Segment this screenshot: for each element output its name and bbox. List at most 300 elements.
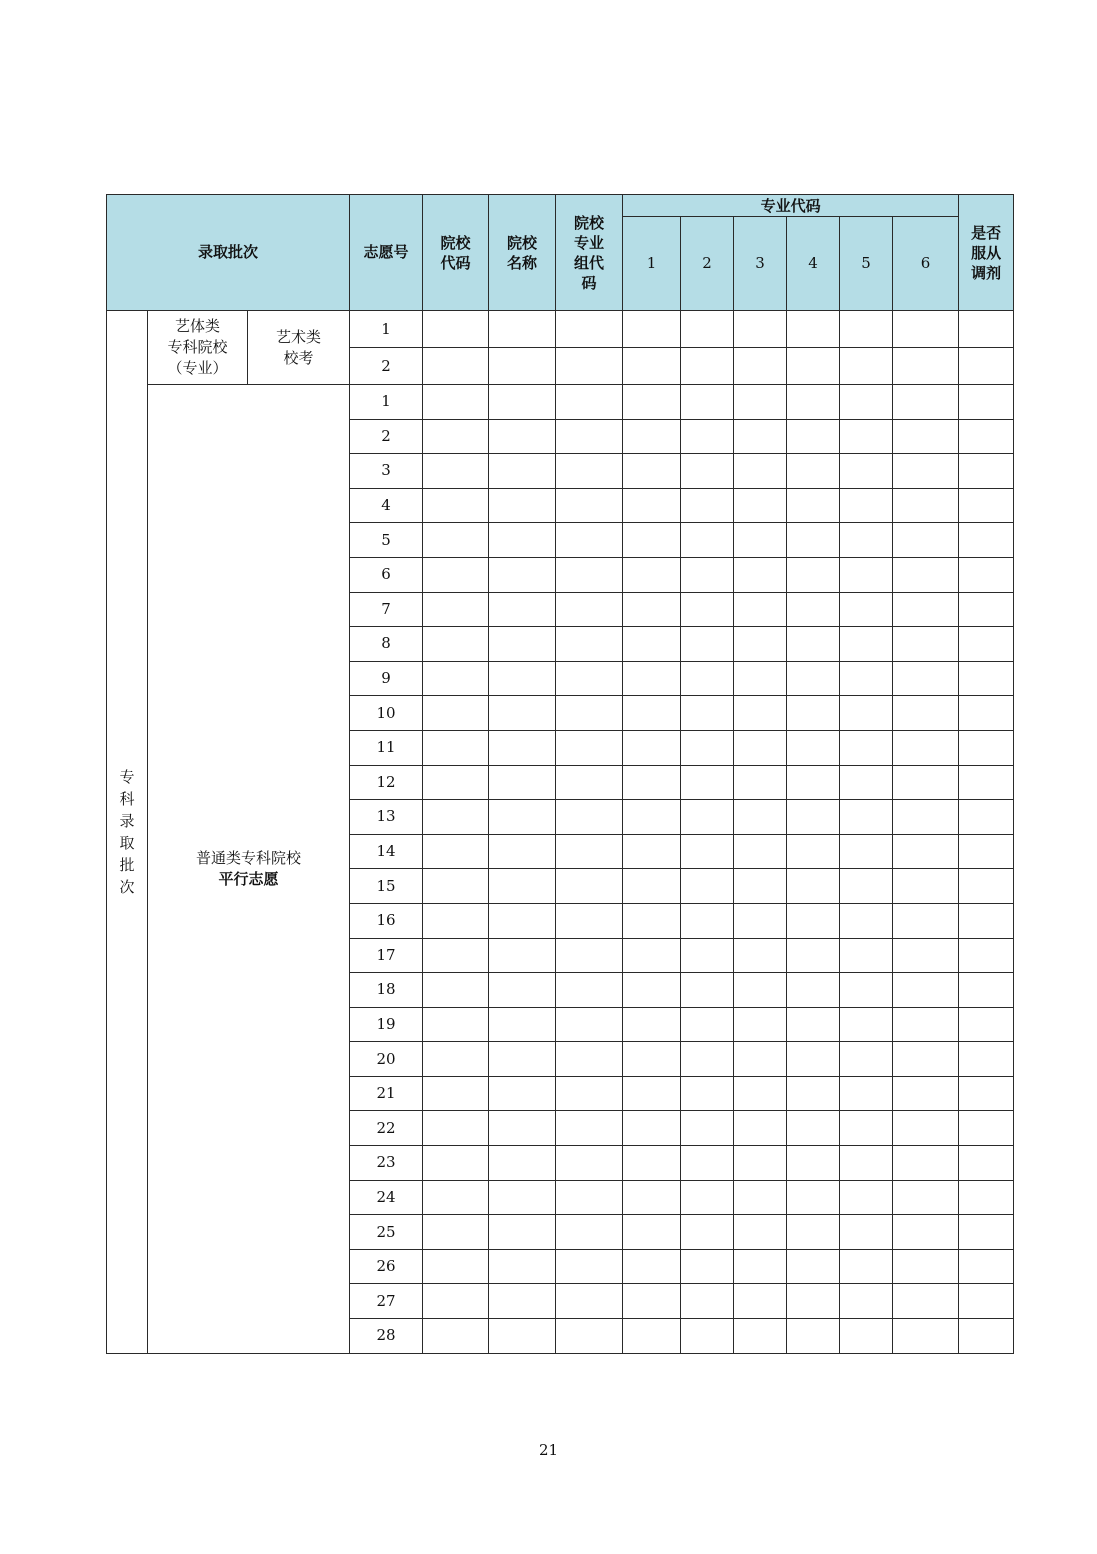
major-code-cell[interactable]	[681, 523, 734, 558]
major-code-cell[interactable]	[623, 1249, 681, 1284]
major-code-cell[interactable]	[681, 1007, 734, 1042]
major-code-cell[interactable]	[681, 800, 734, 835]
major-code-cell[interactable]	[734, 385, 787, 420]
major-code-cell[interactable]	[893, 627, 959, 662]
major-code-cell[interactable]	[681, 592, 734, 627]
major-code-cell[interactable]	[893, 1249, 959, 1284]
major-code-cell[interactable]	[681, 557, 734, 592]
adjust-cell[interactable]	[959, 557, 1014, 592]
school-name-cell[interactable]	[489, 1249, 556, 1284]
major-code-cell[interactable]	[623, 592, 681, 627]
school-code-cell[interactable]	[423, 661, 489, 696]
major-code-cell[interactable]	[681, 385, 734, 420]
major-group-cell[interactable]	[556, 1284, 623, 1319]
major-code-cell[interactable]	[787, 696, 840, 731]
major-code-cell[interactable]	[623, 627, 681, 662]
major-code-cell[interactable]	[787, 1249, 840, 1284]
school-name-cell[interactable]	[489, 592, 556, 627]
major-code-cell[interactable]	[840, 661, 893, 696]
major-code-cell[interactable]	[681, 1319, 734, 1354]
adjust-cell[interactable]	[959, 385, 1014, 420]
major-code-cell[interactable]	[623, 348, 681, 385]
major-group-cell[interactable]	[556, 661, 623, 696]
major-code-cell[interactable]	[787, 488, 840, 523]
major-group-cell[interactable]	[556, 385, 623, 420]
major-code-cell[interactable]	[893, 1076, 959, 1111]
adjust-cell[interactable]	[959, 869, 1014, 904]
adjust-cell[interactable]	[959, 800, 1014, 835]
adjust-cell[interactable]	[959, 488, 1014, 523]
major-code-cell[interactable]	[734, 1076, 787, 1111]
major-group-cell[interactable]	[556, 765, 623, 800]
school-code-cell[interactable]	[423, 1249, 489, 1284]
school-code-cell[interactable]	[423, 696, 489, 731]
major-code-cell[interactable]	[681, 765, 734, 800]
major-code-cell[interactable]	[734, 1111, 787, 1146]
major-group-cell[interactable]	[556, 869, 623, 904]
major-code-cell[interactable]	[787, 1180, 840, 1215]
school-name-cell[interactable]	[489, 1180, 556, 1215]
major-code-cell[interactable]	[623, 1215, 681, 1250]
major-code-cell[interactable]	[623, 973, 681, 1008]
major-code-cell[interactable]	[840, 1284, 893, 1319]
major-code-cell[interactable]	[893, 348, 959, 385]
major-code-cell[interactable]	[623, 419, 681, 454]
major-group-cell[interactable]	[556, 973, 623, 1008]
major-code-cell[interactable]	[681, 627, 734, 662]
major-code-cell[interactable]	[734, 627, 787, 662]
major-code-cell[interactable]	[681, 834, 734, 869]
major-code-cell[interactable]	[681, 903, 734, 938]
major-code-cell[interactable]	[840, 730, 893, 765]
major-code-cell[interactable]	[681, 1180, 734, 1215]
major-code-cell[interactable]	[840, 348, 893, 385]
major-code-cell[interactable]	[893, 834, 959, 869]
school-name-cell[interactable]	[489, 454, 556, 489]
adjust-cell[interactable]	[959, 730, 1014, 765]
major-code-cell[interactable]	[734, 1249, 787, 1284]
major-code-cell[interactable]	[840, 938, 893, 973]
school-name-cell[interactable]	[489, 696, 556, 731]
school-name-cell[interactable]	[489, 1146, 556, 1181]
school-code-cell[interactable]	[423, 311, 489, 348]
major-group-cell[interactable]	[556, 800, 623, 835]
adjust-cell[interactable]	[959, 696, 1014, 731]
major-code-cell[interactable]	[787, 1007, 840, 1042]
major-code-cell[interactable]	[734, 1042, 787, 1077]
adjust-cell[interactable]	[959, 1111, 1014, 1146]
major-code-cell[interactable]	[734, 661, 787, 696]
major-code-cell[interactable]	[623, 1180, 681, 1215]
major-code-cell[interactable]	[623, 903, 681, 938]
adjust-cell[interactable]	[959, 1180, 1014, 1215]
major-group-cell[interactable]	[556, 311, 623, 348]
major-code-cell[interactable]	[734, 454, 787, 489]
major-code-cell[interactable]	[840, 1076, 893, 1111]
major-code-cell[interactable]	[681, 1284, 734, 1319]
major-code-cell[interactable]	[893, 1007, 959, 1042]
major-group-cell[interactable]	[556, 1180, 623, 1215]
major-group-cell[interactable]	[556, 1007, 623, 1042]
major-code-cell[interactable]	[787, 869, 840, 904]
school-code-cell[interactable]	[423, 1146, 489, 1181]
adjust-cell[interactable]	[959, 1076, 1014, 1111]
school-code-cell[interactable]	[423, 385, 489, 420]
school-name-cell[interactable]	[489, 1284, 556, 1319]
major-code-cell[interactable]	[734, 523, 787, 558]
major-code-cell[interactable]	[840, 488, 893, 523]
major-code-cell[interactable]	[893, 1215, 959, 1250]
major-code-cell[interactable]	[734, 834, 787, 869]
school-name-cell[interactable]	[489, 1042, 556, 1077]
major-code-cell[interactable]	[787, 1076, 840, 1111]
major-group-cell[interactable]	[556, 557, 623, 592]
major-code-cell[interactable]	[893, 385, 959, 420]
school-name-cell[interactable]	[489, 557, 556, 592]
major-code-cell[interactable]	[787, 311, 840, 348]
major-code-cell[interactable]	[787, 1319, 840, 1354]
adjust-cell[interactable]	[959, 903, 1014, 938]
school-name-cell[interactable]	[489, 800, 556, 835]
major-code-cell[interactable]	[787, 385, 840, 420]
adjust-cell[interactable]	[959, 1319, 1014, 1354]
school-code-cell[interactable]	[423, 973, 489, 1008]
school-code-cell[interactable]	[423, 834, 489, 869]
major-code-cell[interactable]	[840, 385, 893, 420]
major-code-cell[interactable]	[681, 869, 734, 904]
school-name-cell[interactable]	[489, 627, 556, 662]
school-name-cell[interactable]	[489, 1076, 556, 1111]
school-code-cell[interactable]	[423, 1319, 489, 1354]
major-code-cell[interactable]	[623, 730, 681, 765]
school-code-cell[interactable]	[423, 938, 489, 973]
school-name-cell[interactable]	[489, 1111, 556, 1146]
major-code-cell[interactable]	[840, 834, 893, 869]
major-code-cell[interactable]	[734, 1215, 787, 1250]
major-code-cell[interactable]	[734, 1146, 787, 1181]
major-code-cell[interactable]	[734, 800, 787, 835]
major-code-cell[interactable]	[893, 488, 959, 523]
major-code-cell[interactable]	[681, 348, 734, 385]
major-code-cell[interactable]	[623, 523, 681, 558]
adjust-cell[interactable]	[959, 1215, 1014, 1250]
major-code-cell[interactable]	[681, 1042, 734, 1077]
major-code-cell[interactable]	[787, 938, 840, 973]
major-code-cell[interactable]	[734, 869, 787, 904]
major-group-cell[interactable]	[556, 454, 623, 489]
major-group-cell[interactable]	[556, 348, 623, 385]
major-code-cell[interactable]	[734, 1007, 787, 1042]
school-code-cell[interactable]	[423, 1215, 489, 1250]
major-code-cell[interactable]	[787, 800, 840, 835]
major-code-cell[interactable]	[623, 834, 681, 869]
major-group-cell[interactable]	[556, 696, 623, 731]
major-group-cell[interactable]	[556, 1249, 623, 1284]
major-code-cell[interactable]	[840, 1042, 893, 1077]
major-code-cell[interactable]	[840, 1111, 893, 1146]
major-code-cell[interactable]	[734, 419, 787, 454]
major-code-cell[interactable]	[787, 1284, 840, 1319]
major-code-cell[interactable]	[623, 488, 681, 523]
major-code-cell[interactable]	[840, 1146, 893, 1181]
school-code-cell[interactable]	[423, 488, 489, 523]
major-code-cell[interactable]	[840, 903, 893, 938]
school-code-cell[interactable]	[423, 1284, 489, 1319]
major-group-cell[interactable]	[556, 903, 623, 938]
school-name-cell[interactable]	[489, 938, 556, 973]
major-code-cell[interactable]	[840, 1180, 893, 1215]
school-code-cell[interactable]	[423, 1111, 489, 1146]
school-code-cell[interactable]	[423, 523, 489, 558]
major-code-cell[interactable]	[787, 592, 840, 627]
major-code-cell[interactable]	[787, 557, 840, 592]
major-code-cell[interactable]	[623, 1284, 681, 1319]
school-name-cell[interactable]	[489, 488, 556, 523]
major-code-cell[interactable]	[623, 1111, 681, 1146]
major-code-cell[interactable]	[893, 903, 959, 938]
major-code-cell[interactable]	[893, 938, 959, 973]
major-code-cell[interactable]	[623, 311, 681, 348]
major-code-cell[interactable]	[840, 1007, 893, 1042]
school-code-cell[interactable]	[423, 1180, 489, 1215]
adjust-cell[interactable]	[959, 765, 1014, 800]
adjust-cell[interactable]	[959, 1284, 1014, 1319]
adjust-cell[interactable]	[959, 834, 1014, 869]
school-code-cell[interactable]	[423, 454, 489, 489]
major-code-cell[interactable]	[623, 1007, 681, 1042]
major-code-cell[interactable]	[681, 1215, 734, 1250]
major-group-cell[interactable]	[556, 1111, 623, 1146]
major-code-cell[interactable]	[893, 869, 959, 904]
major-code-cell[interactable]	[787, 661, 840, 696]
major-code-cell[interactable]	[840, 1249, 893, 1284]
adjust-cell[interactable]	[959, 454, 1014, 489]
school-name-cell[interactable]	[489, 1215, 556, 1250]
major-code-cell[interactable]	[734, 1284, 787, 1319]
major-code-cell[interactable]	[623, 800, 681, 835]
major-code-cell[interactable]	[787, 454, 840, 489]
school-code-cell[interactable]	[423, 348, 489, 385]
major-code-cell[interactable]	[623, 661, 681, 696]
adjust-cell[interactable]	[959, 419, 1014, 454]
major-code-cell[interactable]	[787, 627, 840, 662]
major-code-cell[interactable]	[681, 311, 734, 348]
school-code-cell[interactable]	[423, 627, 489, 662]
school-name-cell[interactable]	[489, 661, 556, 696]
major-group-cell[interactable]	[556, 1076, 623, 1111]
major-code-cell[interactable]	[893, 1146, 959, 1181]
major-code-cell[interactable]	[623, 765, 681, 800]
major-group-cell[interactable]	[556, 938, 623, 973]
major-code-cell[interactable]	[893, 523, 959, 558]
school-name-cell[interactable]	[489, 311, 556, 348]
major-code-cell[interactable]	[681, 938, 734, 973]
school-name-cell[interactable]	[489, 348, 556, 385]
major-code-cell[interactable]	[623, 1319, 681, 1354]
major-code-cell[interactable]	[893, 454, 959, 489]
major-code-cell[interactable]	[734, 765, 787, 800]
school-name-cell[interactable]	[489, 523, 556, 558]
major-code-cell[interactable]	[893, 973, 959, 1008]
major-code-cell[interactable]	[734, 592, 787, 627]
school-name-cell[interactable]	[489, 1007, 556, 1042]
major-group-cell[interactable]	[556, 1215, 623, 1250]
school-name-cell[interactable]	[489, 419, 556, 454]
major-code-cell[interactable]	[840, 454, 893, 489]
major-code-cell[interactable]	[734, 348, 787, 385]
major-code-cell[interactable]	[681, 1076, 734, 1111]
school-name-cell[interactable]	[489, 385, 556, 420]
major-code-cell[interactable]	[893, 765, 959, 800]
school-code-cell[interactable]	[423, 1007, 489, 1042]
major-code-cell[interactable]	[840, 765, 893, 800]
major-code-cell[interactable]	[893, 1319, 959, 1354]
school-code-cell[interactable]	[423, 730, 489, 765]
adjust-cell[interactable]	[959, 348, 1014, 385]
major-code-cell[interactable]	[681, 730, 734, 765]
major-code-cell[interactable]	[893, 1111, 959, 1146]
major-code-cell[interactable]	[840, 696, 893, 731]
major-code-cell[interactable]	[840, 800, 893, 835]
school-code-cell[interactable]	[423, 1042, 489, 1077]
major-code-cell[interactable]	[681, 419, 734, 454]
major-code-cell[interactable]	[787, 1215, 840, 1250]
adjust-cell[interactable]	[959, 311, 1014, 348]
major-code-cell[interactable]	[681, 1146, 734, 1181]
major-group-cell[interactable]	[556, 1319, 623, 1354]
major-code-cell[interactable]	[623, 696, 681, 731]
major-code-cell[interactable]	[787, 1146, 840, 1181]
school-name-cell[interactable]	[489, 973, 556, 1008]
major-code-cell[interactable]	[840, 311, 893, 348]
major-code-cell[interactable]	[893, 730, 959, 765]
major-code-cell[interactable]	[734, 973, 787, 1008]
major-code-cell[interactable]	[681, 973, 734, 1008]
major-code-cell[interactable]	[623, 1146, 681, 1181]
major-code-cell[interactable]	[840, 973, 893, 1008]
major-group-cell[interactable]	[556, 1042, 623, 1077]
major-code-cell[interactable]	[893, 1284, 959, 1319]
major-code-cell[interactable]	[681, 696, 734, 731]
major-code-cell[interactable]	[840, 557, 893, 592]
major-code-cell[interactable]	[623, 1042, 681, 1077]
major-group-cell[interactable]	[556, 730, 623, 765]
major-code-cell[interactable]	[734, 696, 787, 731]
major-code-cell[interactable]	[893, 696, 959, 731]
major-code-cell[interactable]	[734, 1180, 787, 1215]
school-name-cell[interactable]	[489, 869, 556, 904]
school-name-cell[interactable]	[489, 765, 556, 800]
major-group-cell[interactable]	[556, 627, 623, 662]
major-group-cell[interactable]	[556, 592, 623, 627]
major-code-cell[interactable]	[734, 730, 787, 765]
school-code-cell[interactable]	[423, 557, 489, 592]
major-code-cell[interactable]	[840, 1319, 893, 1354]
school-name-cell[interactable]	[489, 903, 556, 938]
major-code-cell[interactable]	[787, 1042, 840, 1077]
major-code-cell[interactable]	[623, 454, 681, 489]
school-code-cell[interactable]	[423, 419, 489, 454]
major-code-cell[interactable]	[734, 1319, 787, 1354]
major-group-cell[interactable]	[556, 488, 623, 523]
school-code-cell[interactable]	[423, 592, 489, 627]
major-code-cell[interactable]	[840, 627, 893, 662]
major-code-cell[interactable]	[893, 1042, 959, 1077]
major-code-cell[interactable]	[734, 557, 787, 592]
adjust-cell[interactable]	[959, 1042, 1014, 1077]
major-code-cell[interactable]	[787, 523, 840, 558]
major-code-cell[interactable]	[734, 488, 787, 523]
major-code-cell[interactable]	[787, 903, 840, 938]
adjust-cell[interactable]	[959, 1249, 1014, 1284]
school-code-cell[interactable]	[423, 1076, 489, 1111]
major-code-cell[interactable]	[893, 311, 959, 348]
school-code-cell[interactable]	[423, 869, 489, 904]
major-code-cell[interactable]	[840, 419, 893, 454]
major-code-cell[interactable]	[623, 1076, 681, 1111]
major-code-cell[interactable]	[681, 1249, 734, 1284]
school-name-cell[interactable]	[489, 730, 556, 765]
major-code-cell[interactable]	[840, 523, 893, 558]
major-code-cell[interactable]	[681, 661, 734, 696]
adjust-cell[interactable]	[959, 973, 1014, 1008]
adjust-cell[interactable]	[959, 523, 1014, 558]
adjust-cell[interactable]	[959, 1146, 1014, 1181]
major-code-cell[interactable]	[681, 1111, 734, 1146]
major-code-cell[interactable]	[734, 938, 787, 973]
major-code-cell[interactable]	[893, 557, 959, 592]
major-group-cell[interactable]	[556, 523, 623, 558]
major-code-cell[interactable]	[840, 592, 893, 627]
major-code-cell[interactable]	[787, 834, 840, 869]
major-group-cell[interactable]	[556, 419, 623, 454]
school-name-cell[interactable]	[489, 1319, 556, 1354]
school-code-cell[interactable]	[423, 903, 489, 938]
adjust-cell[interactable]	[959, 1007, 1014, 1042]
major-code-cell[interactable]	[787, 765, 840, 800]
major-group-cell[interactable]	[556, 834, 623, 869]
major-code-cell[interactable]	[734, 903, 787, 938]
major-code-cell[interactable]	[623, 869, 681, 904]
major-code-cell[interactable]	[787, 730, 840, 765]
major-code-cell[interactable]	[787, 973, 840, 1008]
major-code-cell[interactable]	[893, 1180, 959, 1215]
major-code-cell[interactable]	[787, 419, 840, 454]
school-code-cell[interactable]	[423, 800, 489, 835]
major-code-cell[interactable]	[787, 1111, 840, 1146]
major-code-cell[interactable]	[623, 938, 681, 973]
major-group-cell[interactable]	[556, 1146, 623, 1181]
major-code-cell[interactable]	[623, 557, 681, 592]
major-code-cell[interactable]	[840, 869, 893, 904]
major-code-cell[interactable]	[681, 454, 734, 489]
school-code-cell[interactable]	[423, 765, 489, 800]
major-code-cell[interactable]	[734, 311, 787, 348]
major-code-cell[interactable]	[893, 661, 959, 696]
adjust-cell[interactable]	[959, 661, 1014, 696]
adjust-cell[interactable]	[959, 592, 1014, 627]
school-name-cell[interactable]	[489, 834, 556, 869]
major-code-cell[interactable]	[893, 800, 959, 835]
adjust-cell[interactable]	[959, 627, 1014, 662]
major-code-cell[interactable]	[893, 592, 959, 627]
adjust-cell[interactable]	[959, 938, 1014, 973]
major-code-cell[interactable]	[840, 1215, 893, 1250]
major-code-cell[interactable]	[787, 348, 840, 385]
major-code-cell[interactable]	[681, 488, 734, 523]
major-code-cell[interactable]	[623, 385, 681, 420]
major-code-cell[interactable]	[893, 419, 959, 454]
